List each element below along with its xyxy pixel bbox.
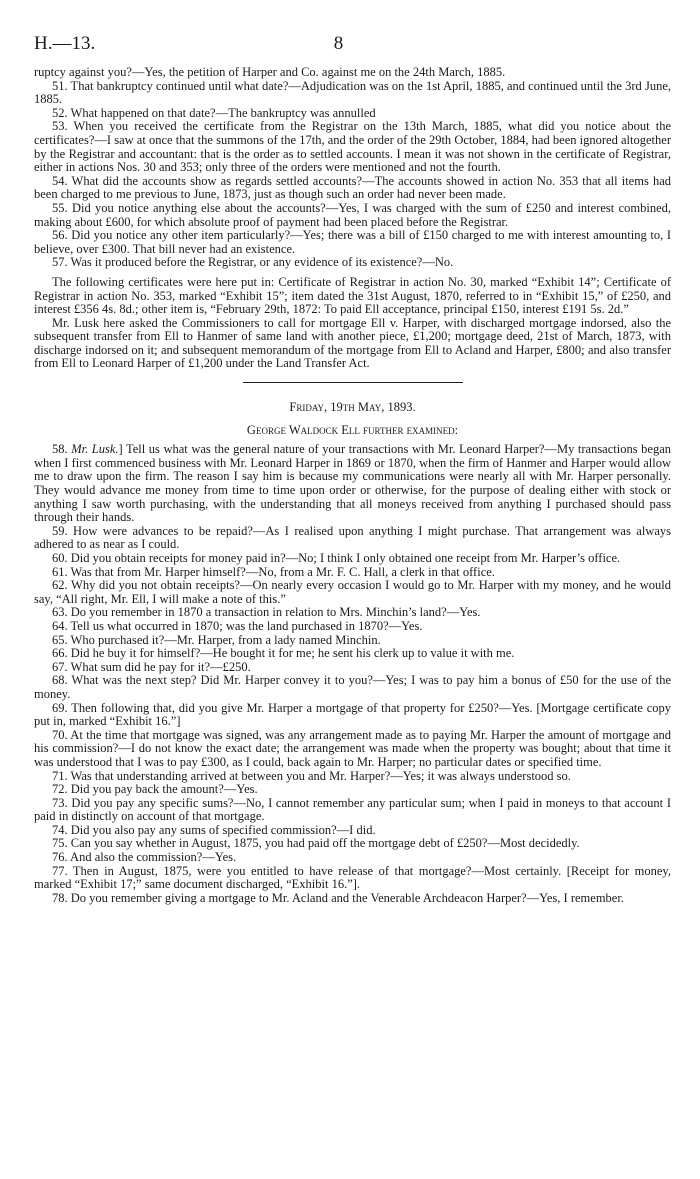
evidence-paragraph: 72. Did you pay back the amount?—Yes. <box>52 782 258 797</box>
evidence-paragraph: 55. Did you notice anything else about the accounts?—Yes, I was charged with the sum of £250 and interest combined, making about £600, for which absolute proof of payment had been placed before the Registrar. <box>34 200 671 229</box>
section-divider <box>243 382 463 383</box>
evidence-paragraph: 73. Did you pay any specific sums?—No, I cannot remember any particular sum; when I paid in moneys to that account I paid in distinctly on account of that mortgage. <box>34 795 671 824</box>
sitting-date-heading: Friday, 19th May, 1893. <box>289 400 416 415</box>
evidence-section-2 <box>34 525 671 906</box>
evidence-paragraph: 75. Can you say whether in August, 1875, you had paid off the mortgage debt of £250?—Most decidedly. <box>52 836 580 851</box>
evidence-paragraph: 76. And also the commission?—Yes. <box>52 850 237 865</box>
evidence-paragraph: 66. Did he buy it for himself?—He bought it for me; he sent his clerk up to value it with me. <box>52 646 515 661</box>
evidence-paragraph: 57. Was it produced before the Registrar, or any evidence of its existence?—No. <box>52 255 454 270</box>
evidence-section-1 <box>34 66 671 371</box>
witness-heading <box>34 424 671 438</box>
question-text: ] Tell us what was the general nature of your transactions with Mr. Leonard Harper?—My transactions began when I first commenced business with Mr. Leonard Harper in 1869 or 1870, when the firm of Hanmer and Harper would allow me to draw upon the firm. The reason I say him is because my communications were nearly all with Mr. Harper personally. They would advance me money from time to time upon order or otherwise, for the purpose of dealing either with stock or anything I saw worth purchasing, with the understanding that all moneys received from anything I purchased should pass through their hands. <box>34 442 671 525</box>
evidence-paragraph: 54. What did the accounts show as regards settled accounts?—The accounts showed in action No. 353 that all items had been charged to me previous to June, 1873, just as though such an order had never been made. <box>34 173 671 202</box>
evidence-paragraph: 61. Was that from Mr. Harper himself?—No, from a Mr. F. C. Hall, a clerk in that office. <box>52 564 495 579</box>
evidence-paragraph: 71. Was that understanding arrived at between you and Mr. Harper?—Yes; it was always understood so. <box>52 768 571 783</box>
evidence-paragraph: 74. Did you also pay any sums of specified commission?—I did. <box>52 822 376 837</box>
document-reference: H.—13. <box>34 33 96 54</box>
evidence-paragraph: 59. How were advances to be repaid?—As I realised upon anything I might purchase. That arrangement was always adhered to as near as I could. <box>34 523 671 552</box>
evidence-paragraph: 62. Why did you not obtain receipts?—On nearly every occasion I would go to Mr. Harper with my money, and he would say, “All right, Mr. Ell, I will make a note of this.” <box>34 578 671 606</box>
question-paragraph <box>34 443 671 525</box>
document-body <box>34 66 671 905</box>
evidence-paragraph: The following certificates were here put in: Certificate of Registrar in action No. 30, marked “Exhibit 14”; Certificate of Registrar in action No. 353, marked “Exhibit 15”; item dated the 31st August, 1870, referred to in “Exhibit 15,” of £250, and interest £356 4s. 8d.; other item is, “February 29th, 1872: To paid Ell acceptance, principal £150, interest £191 5s. 2d.” <box>34 274 671 317</box>
evidence-paragraph: 68. What was the next step? Did Mr. Harper convey it to you?—Yes; I was to pay him a bonus of £50 for the use of the money. <box>34 673 671 701</box>
witness-heading-text: George Waldock Ell further examined: <box>246 422 459 437</box>
evidence-paragraph: 60. Did you obtain receipts for money paid in?—No; I think I only obtained one receipt from Mr. Harper’s office. <box>52 551 621 565</box>
evidence-paragraph: 56. Did you notice any other item particularly?—Yes; there was a bill of £150 charged to me with interest amounting to, I believe, over £300. That bill never had an existence. <box>34 228 671 256</box>
evidence-paragraph: 51. That bankruptcy continued until what date?—Adjudication was on the 1st April, 1885, and continued until the 3rd June, 1885. <box>34 78 671 107</box>
evidence-paragraph: 77. Then in August, 1875, were you entitled to have release of that mortgage?—Most certainly. [Receipt for money, marked “Exhibit 17;” same document discharged, “Exhibit 16.”]. <box>34 863 671 892</box>
page-number: 8 <box>333 33 344 54</box>
evidence-paragraph: 78. Do you remember giving a mortgage to Mr. Acland and the Venerable Archdeacon Harper?—Yes, I remember. <box>52 890 624 905</box>
evidence-paragraph: 53. When you received the certificate from the Registrar on the 13th March, 1885, what did you notice about the certificates?—I saw at once that the summons of the 17th, and the order of the 29th October, 1884, had been ignored altogether by the Registrar and accountant: that is the order as to settled accounts. I mean it was not shown in the certificate of Registrar, either in actions Nos. 30 and 353; only three of the orders were mentioned and not the fourth. <box>34 119 671 175</box>
evidence-paragraph: 67. What sum did he pay for it?—£250. <box>52 659 251 674</box>
evidence-paragraph: 63. Do you remember in 1870 a transaction in relation to Mrs. Minchin’s land?—Yes. <box>52 605 481 620</box>
speaker-name: Mr. Lusk. <box>71 442 119 457</box>
evidence-paragraph: 69. Then following that, did you give Mr. Harper a mortgage of that property for £250?—Yes. [Mortgage certificate copy put in, marked “Exhibit 16.”] <box>34 700 671 729</box>
evidence-paragraph: 70. At the time that mortgage was signed, was any arrangement made as to paying Mr. Harper the amount of mortgage and his commission?—I do not know the exact date; the arrangement was made when the property was bought; about that time it was understood that I was to pay £300, as I could, back again to Mr. Harper; no particular dates or specified time. <box>34 727 671 769</box>
evidence-paragraph: 65. Who purchased it?—Mr. Harper, from a lady named Minchin. <box>52 632 381 647</box>
evidence-paragraph: Mr. Lusk here asked the Commissioners to call for mortgage Ell v. Harper, with discharged mortgage indorsed, also the subsequent transfer from Ell to Hanmer of same land with another piece, £1,200; mortgage deed, 21st of March, 1873, with discharge indorsed on it; and subsequent memorandum of the mortgage from Ell to Acland and Harper, £800; and also transfer from Ell to Leonard Harper of £1,200 under the Land Transfer Act. <box>34 315 671 371</box>
question-number: 58. <box>52 442 68 457</box>
evidence-paragraph: ruptcy against you?—Yes, the petition of Harper and Co. against me on the 24th March, 1885. <box>34 65 506 79</box>
page-header <box>34 0 671 66</box>
evidence-paragraph: 52. What happened on that date?—The bankruptcy was annulled <box>52 105 376 120</box>
evidence-paragraph: 64. Tell us what occurred in 1870; was the land purchased in 1870?—Yes. <box>52 618 423 633</box>
